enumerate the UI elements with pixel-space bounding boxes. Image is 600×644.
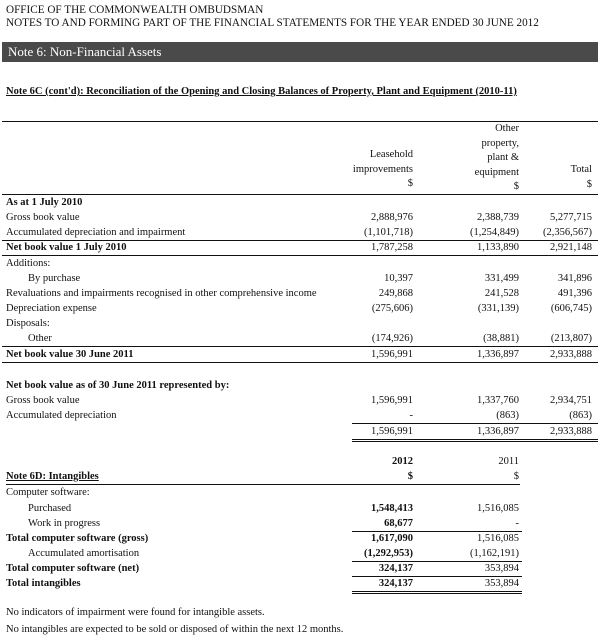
table-row: As at 1 July 2010 (6, 197, 83, 208)
table-row: Gross book value 1,596,991 1,337,760 2,934,751 (6, 395, 592, 406)
note-band: Note 6: Non-Financial Assets (2, 42, 598, 62)
table-row: Total computer software (net) 324,137 353,894 (6, 563, 519, 574)
total-double-rule (352, 441, 598, 442)
footnote: No indicators of impairment were found for intangible assets. (6, 607, 265, 618)
table-row: Additions: (6, 258, 51, 269)
table-row: Accumulated amortisation (1,292,953) (1,162,191) (28, 548, 519, 559)
note-6d-years: 2012 2011 (392, 456, 519, 467)
table-row: Other (174,926) (38,881) (213,807) (28, 333, 592, 344)
total-double-rule (352, 593, 522, 594)
organisation-name: OFFICE OF THE COMMONWEALTH OMBUDSMAN (6, 4, 264, 16)
table-row: Total computer software (gross) 1,617,090 1,516,085 (6, 533, 519, 544)
total-rule (352, 591, 522, 592)
row-rule (2, 362, 598, 363)
column-header-other-ppe: Other property, plant & equipment $ (474, 123, 519, 192)
table-row: Accumulated depreciation - (863) (863) (6, 410, 592, 421)
note-6d-header: Note 6D: Intangibles $ $ (6, 471, 519, 482)
table-row: Work in progress 68,677 - (28, 518, 519, 529)
table-row: Net book value 30 June 2011 1,596,991 1,336,897 2,933,888 (6, 349, 592, 360)
table-row: Computer software: (6, 487, 90, 498)
note-6c-title: Note 6C (cont'd): Reconciliation of the Opening and Closing Balances of Property, Plant and Equipment (2010-11) (6, 86, 517, 97)
represented-title: Net book value as of 30 June 2011 represented by: (6, 380, 230, 391)
table-row: 1,596,991 1,336,897 2,933,888 (371, 426, 592, 437)
column-header-total: Total $ (570, 164, 592, 190)
table-row: Net book value 1 July 2010 1,787,258 1,133,890 2,921,148 (6, 242, 592, 253)
table-row: Accumulated depreciation and impairment (1,101,718) (1,254,849) (2,356,567) (6, 227, 592, 238)
total-rule (352, 439, 598, 440)
notes-title: NOTES TO AND FORMING PART OF THE FINANCIAL STATEMENTS FOR THE YEAR ENDED 30 JUNE 2012 (6, 17, 539, 29)
table-row: Depreciation expense (275,606) (331,139) (606,745) (6, 303, 592, 314)
table-row: Purchased 1,548,413 1,516,085 (28, 503, 519, 514)
footnote: No intangibles are expected to be sold or disposed of within the next 12 months. (6, 624, 344, 635)
table-row: Disposals: (6, 318, 50, 329)
table-row: Revaluations and impairments recognised in other comprehensive income 249,868 241,528 491,396 (6, 288, 592, 299)
table-row: Total intangibles 324,137 353,894 (6, 578, 519, 589)
table-row: By purchase 10,397 331,499 341,896 (28, 273, 592, 284)
table-row: Gross book value 2,888,976 2,388,739 5,277,715 (6, 212, 592, 223)
column-header-leasehold: Leasehold improvements $ (352, 149, 413, 189)
